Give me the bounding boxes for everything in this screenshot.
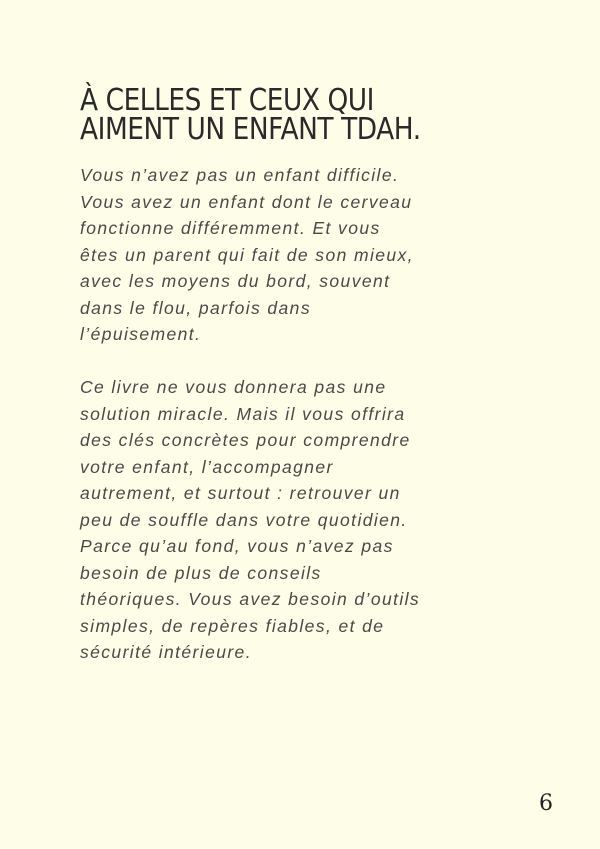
paragraph-line: des clés concrètes pour comprendre xyxy=(80,430,411,450)
paragraph-line: autrement, et surtout : retrouver un xyxy=(80,483,401,503)
paragraph-line: Parce qu’au fond, vous n’avez pas xyxy=(80,536,394,556)
paragraph-line: Ce livre ne vous donnera pas une xyxy=(80,377,387,397)
paragraph-line: besoin de plus de conseils xyxy=(80,562,322,583)
paragraph-line: l’épuisement. xyxy=(80,324,202,344)
title-line-1: À CELLES ET CEUX QUI xyxy=(80,83,375,118)
paragraph-line: Vous avez un enfant dont le cerveau xyxy=(80,191,413,212)
paragraph-line: fonctionne différemment. Et vous xyxy=(80,218,381,238)
paragraph-line: sécurité intérieure. xyxy=(80,642,252,662)
paragraph-1 xyxy=(80,162,480,348)
body-text xyxy=(80,162,480,692)
paragraph-line: peu de souffle dans votre quotidien. xyxy=(80,509,408,530)
paragraph-line: dans le flou, parfois dans xyxy=(80,297,311,318)
paragraph-line: avec les moyens du bord, souvent xyxy=(80,271,391,291)
title-line-2: AIMENT UN ENFANT TDAH. xyxy=(80,112,421,147)
paragraph-line: êtes un parent qui fait de son mieux, xyxy=(80,244,414,265)
page-title xyxy=(80,83,502,147)
paragraph-2 xyxy=(80,374,480,666)
paragraph-line: Vous n’avez pas un enfant difficile. xyxy=(80,165,400,185)
paragraph-line: votre enfant, l’accompagner xyxy=(80,456,334,477)
page-number: 6 xyxy=(539,791,553,816)
paragraph-line: simples, de repères fiables, et de xyxy=(80,615,385,636)
paragraph-line: théoriques. Vous avez besoin d’outils xyxy=(80,589,421,609)
paragraph-line: solution miracle. Mais il vous offrira xyxy=(80,403,406,424)
